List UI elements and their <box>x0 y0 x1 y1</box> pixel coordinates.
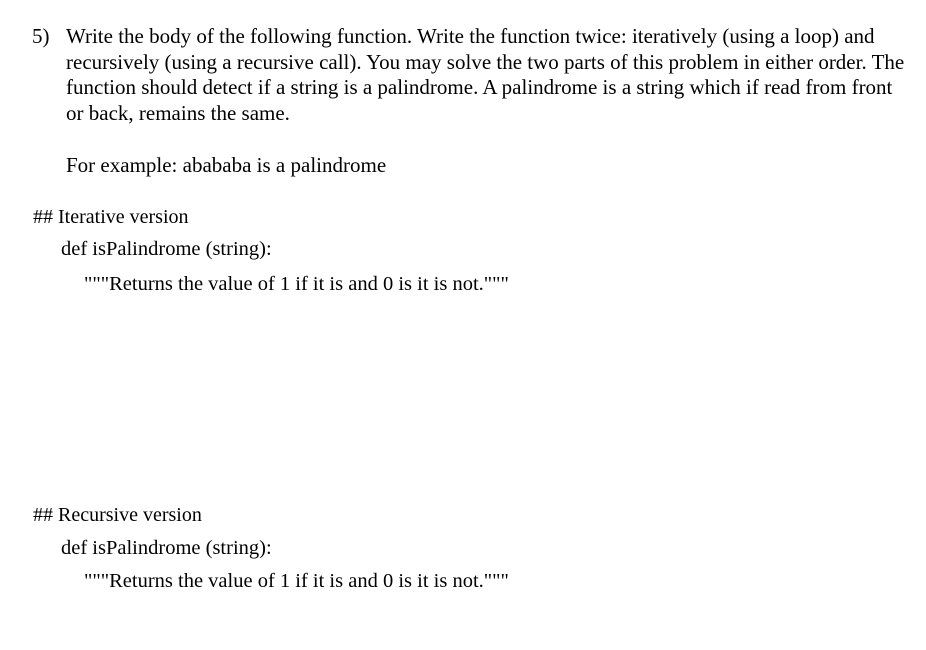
question-block <box>32 24 912 126</box>
question-text: Write the body of the following function. Write the function twice: iteratively (using a loop) and recursively (using a recursive call). You may solve the two parts of this problem in either order. The function should detect if a string is a palindrome. A palindrome is a string which if read from front or back, remains the same. <box>66 24 905 125</box>
iterative-heading: ## Iterative version <box>33 206 189 228</box>
iterative-answer-space[interactable] <box>84 304 884 494</box>
iterative-docstring: """Returns the value of 1 if it is and 0 is it is not.""" <box>84 273 509 295</box>
iterative-def-line: def isPalindrome (string): <box>61 238 272 260</box>
recursive-def-line: def isPalindrome (string): <box>61 537 272 559</box>
recursive-docstring: """Returns the value of 1 if it is and 0 is it is not.""" <box>84 570 509 592</box>
palindrome-example: For example: abababa is a palindrome <box>66 153 387 177</box>
recursive-heading: ## Recursive version <box>33 504 202 526</box>
question-number: 5) <box>32 24 50 48</box>
recursive-answer-space[interactable] <box>84 600 884 645</box>
